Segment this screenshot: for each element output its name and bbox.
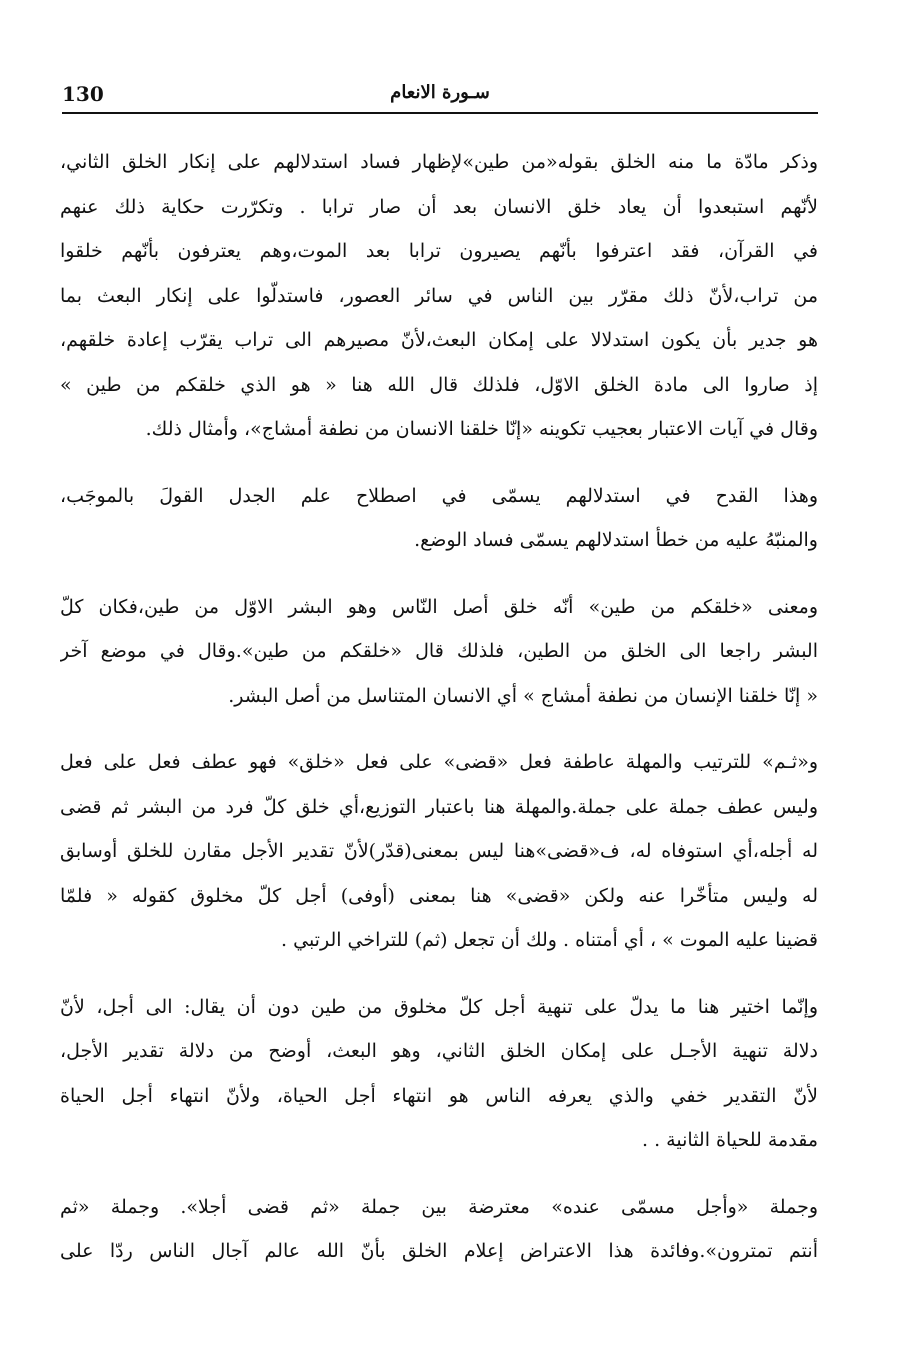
text-line: وقال في آيات الاعتبار بعجيب تكوينه «إنّا خلقنا الانسان من نطفة أمشاج»، وأمثال ذلك. [145,418,818,440]
text-line: هو جدير بأن يكون استدلالا على إمكان البعث،لأنّ مصيرهم الى تراب يقرّب إعادة خلقهم، [60,329,818,351]
text-line: و«ثـم» للترتيب والمهلة عاطفة فعل «قضى» على فعل «خلق» فهو عطف فعل على فعل [60,751,818,773]
text-line: له وليس متأخّرا عنه ولكن «قضى» هنا بمعنى (أوفى) أجل كلّ مخلوق كقوله « فلمّا [60,884,818,907]
text-line: « إنّا خلقنا الإنسان من نطفة أمشاج » أي الانسان المتناسل من أصل البشر. [228,684,818,707]
body-text [60,140,818,1274]
text-line: وهذا القدح في استدلالهم يسمّى في اصطلاح علم الجدل القولَ بالموجَب، [60,484,818,507]
paragraph-2 [60,474,818,563]
text-line: إذ صاروا الى مادة الخلق الاوّل، فلذلك قال الله هنا « هو الذي خلقكم من طين » [60,373,818,396]
text-line: البشر راجعا الى الخلق من الطين، فلذلك قال «خلقكم من طين».وقال في موضع آخر [60,640,818,662]
running-title: سـورة الانعام [390,82,490,103]
text-line: مقدمة للحياة الثانية . . [642,1129,818,1151]
text-line: وجملة «وأجل مسمّى عنده» معترضة بين جملة «ثم قضى أجلا». وجملة «ثم [60,1195,818,1218]
paragraph-5 [60,985,818,1163]
text-line: وذكر مادّة ما منه الخلق بقوله«من طين»لإظهار فساد استدلالهم على إنكار الخلق الثاني، [60,151,818,173]
text-line: لأنّ التقدير خفي والذي يعرفه الناس هو انتهاء أجل الحياة، ولأنّ انتهاء أجل الحياة [60,1084,818,1107]
text-line: ومعنى «خلقكم من طين» أنّه خلق أصل النّاس وهو البشر الاوّل من طين،فكان كلّ [60,595,818,618]
text-line: من تراب،لأنّ ذلك مقرّر بين الناس في سائر العصور، فاستدلّوا على إنكار البعث بما [60,284,818,307]
page-number: 130 [62,82,104,106]
text-line: أنتم تمترون».وفائدة هذا الاعتراض إعلام الخلق بأنّ الله عالم آجال الناس ردّا على [60,1240,818,1262]
text-line: وليس عطف جملة على جملة.والمهلة هنا باعتبار التوزيع،أي خلق كلّ فرد من البشر ثم قضى [60,795,818,818]
text-line: لأنّهم استبعدوا أن يعاد خلق الانسان بعد أن صار ترابا . وتكرّرت حكاية ذلك عنهم [60,195,818,218]
text-line: دلالة تنهية الأجـل على إمكان الخلق الثاني، وهو البعث، أوضح من دلالة تقدير الأجل، [60,1040,818,1062]
paragraph-4 [60,740,818,963]
text-line: وإنّما اختير هنا ما يدلّ على تنهية أجل كلّ مخلوق من طين دون أن يقال: الى أجل، لأنّ [60,995,818,1018]
text-line: والمنبّهُ عليه من خطأ استدلالهم يسمّى فساد الوضع. [414,529,818,551]
text-line: في القرآن، فقد اعترفوا بأنّهم يصيرون ترابا بعد الموت،وهم يعترفون بأنّهم خلقوا [60,240,818,262]
text-line: له أجله،أي استوفاه له، ف«قضى»هنا ليس بمعنى(قدّر)لأنّ تقدير الأجل مقارن للخلق أوسابق [60,840,818,862]
text-line: قضينا عليه الموت » ، أي أمتناه . ولك أن تجعل (ثم) للتراخي الرتبي . [281,929,818,951]
paragraph-1 [60,140,818,452]
paragraph-3 [60,585,818,719]
page-header [62,78,818,114]
paragraph-6 [60,1185,818,1274]
